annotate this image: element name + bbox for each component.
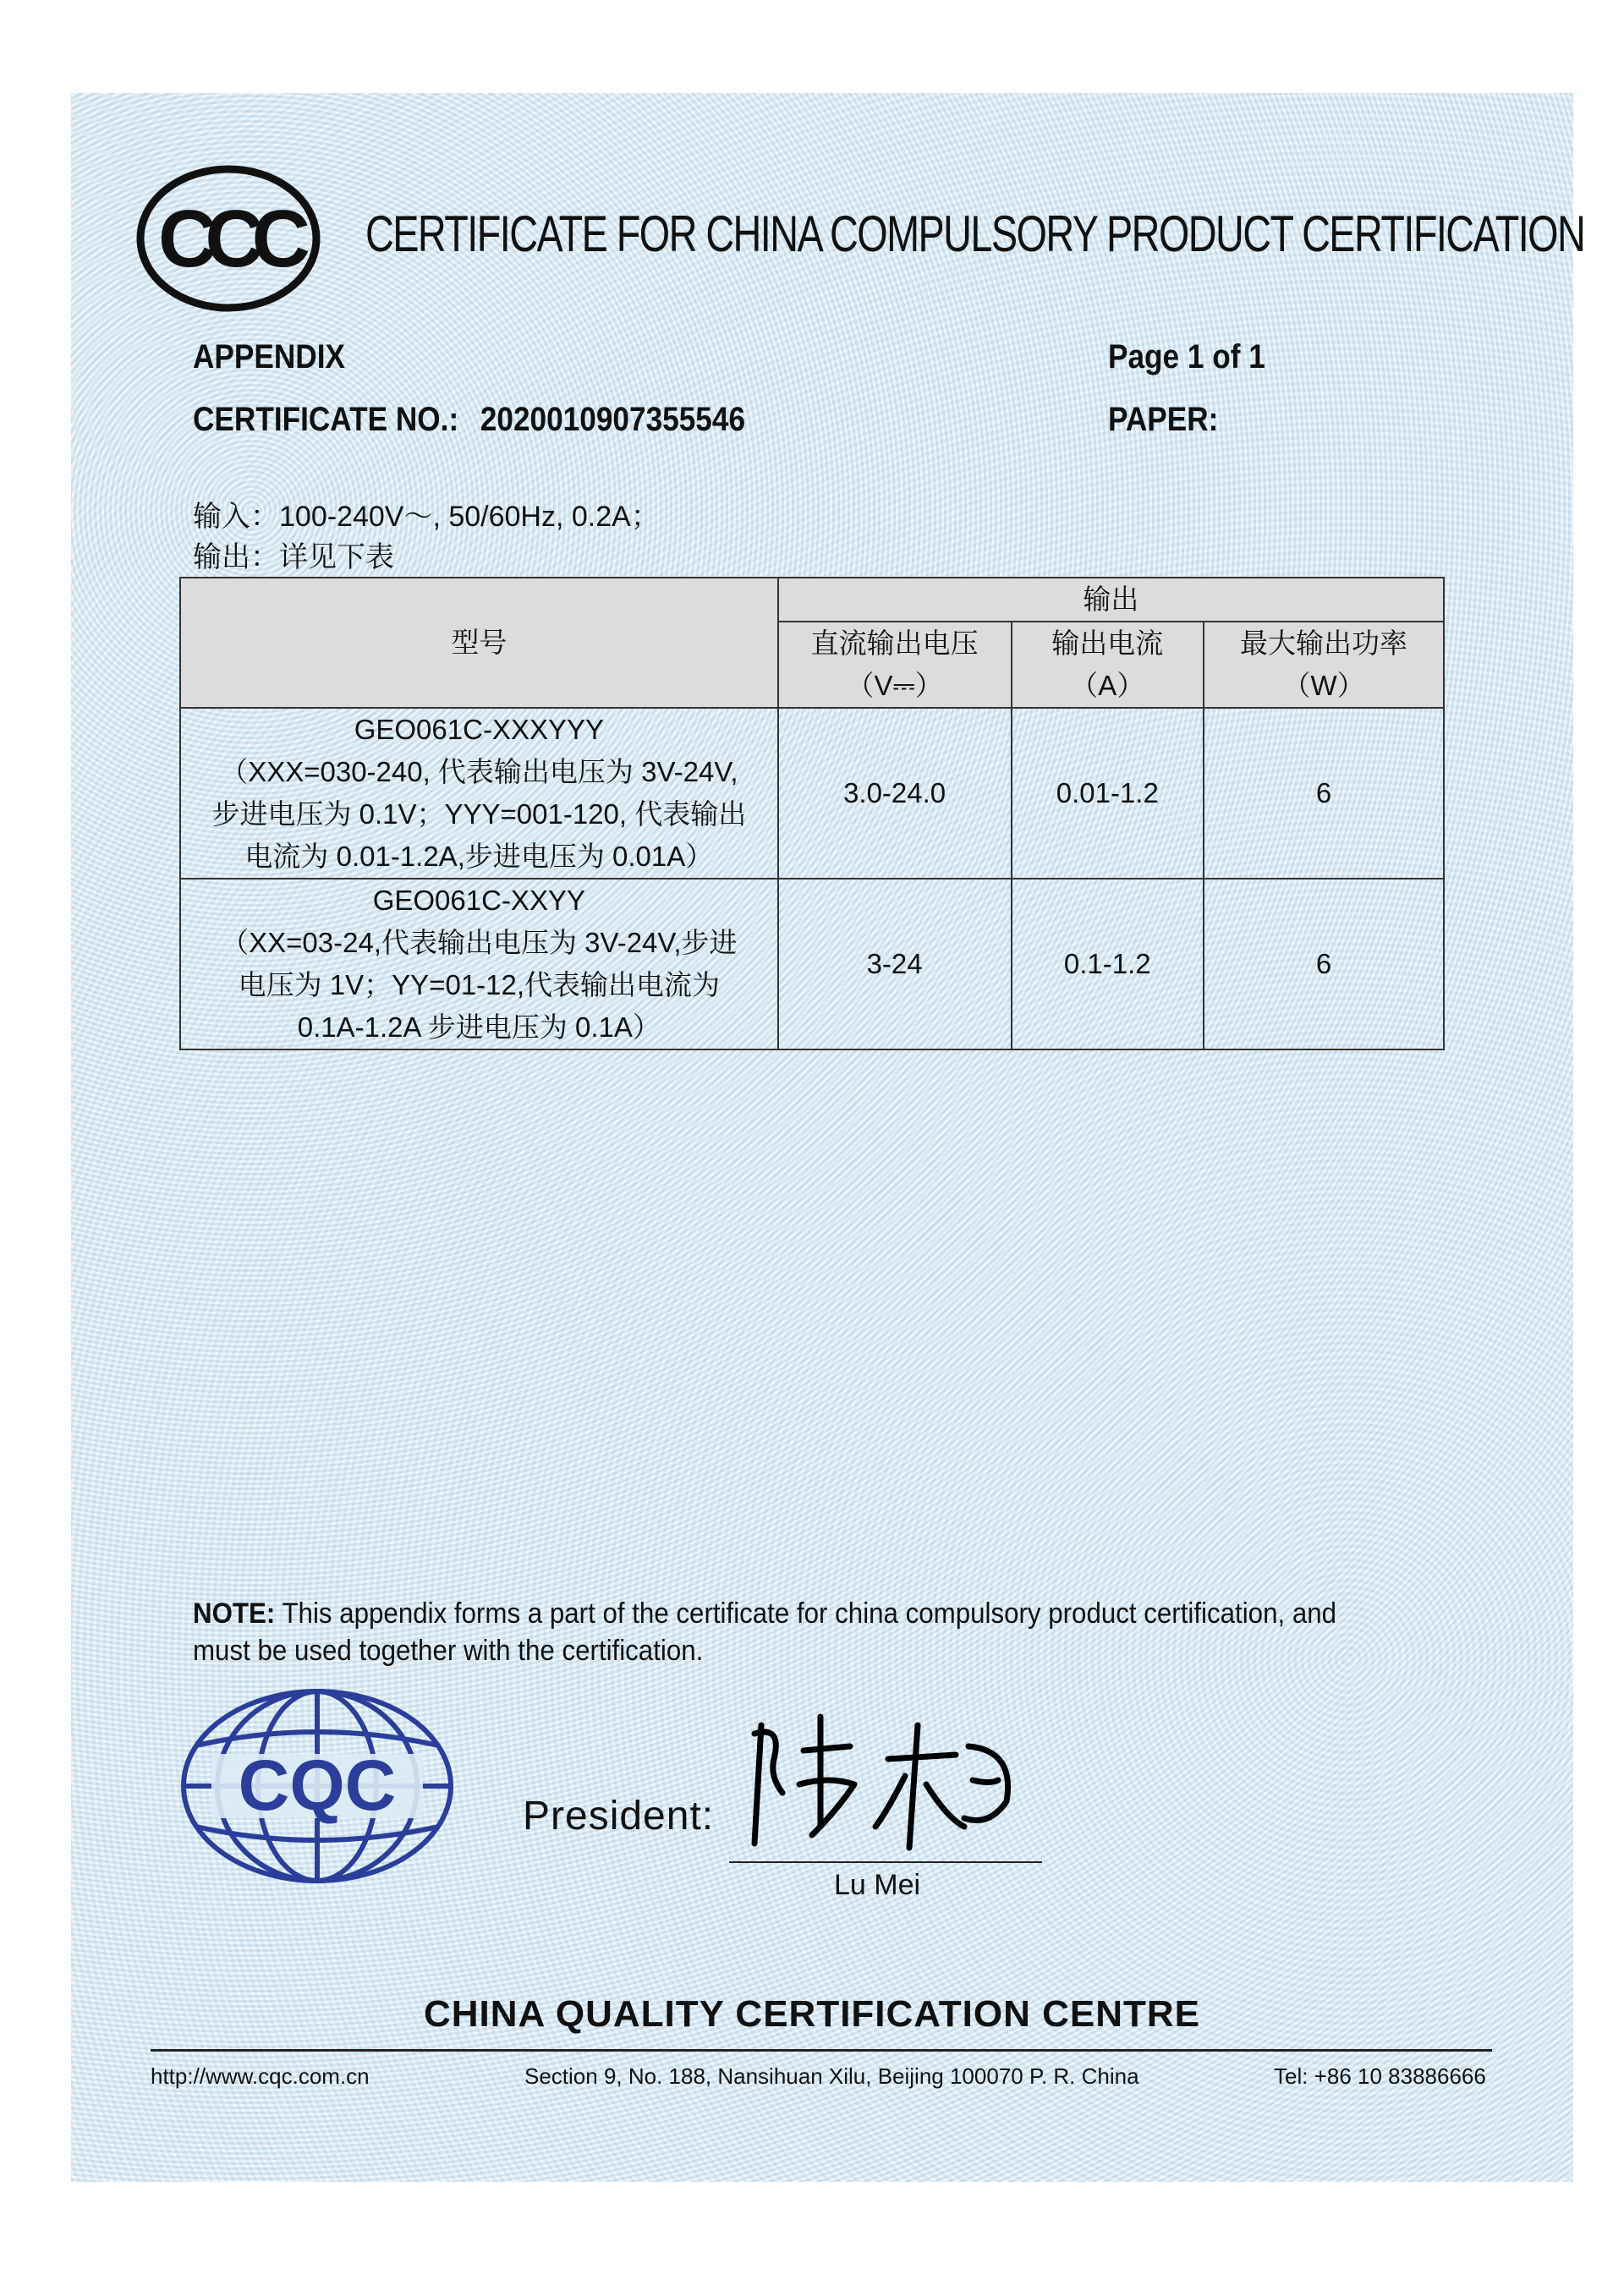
- output-spec: 输出：详见下表: [193, 541, 394, 573]
- president-label: President:: [523, 1794, 715, 1838]
- svg-text:CQC: CQC: [238, 1745, 397, 1825]
- voltage-cell: 3.0-24.0: [778, 708, 1012, 879]
- model-desc: 步进电压为 0.1V；YYY=001-120, 代表输出: [211, 798, 747, 830]
- header-voltage-label: 直流输出电压: [810, 627, 979, 659]
- signature-line: [729, 1861, 1042, 1863]
- power-cell: 6: [1204, 708, 1444, 879]
- footer-divider: [151, 2049, 1492, 2052]
- spec-table: [179, 577, 1445, 1050]
- certificate-number: 2020010907355546: [480, 401, 746, 438]
- cqc-logo: [178, 1685, 457, 1888]
- model-desc: 电流为 0.01-1.2A,步进电压为 0.01A）: [244, 841, 714, 872]
- header-power: [1204, 622, 1444, 708]
- current-cell: 0.1-1.2: [1012, 879, 1204, 1049]
- certificate-title: CERTIFICATE FOR CHINA COMPULSORY PRODUCT CERTIFICATION: [365, 205, 1585, 262]
- note-text: This appendix forms a part of the certificate for china compulsory product certification, and must be used together with the certification.: [193, 1597, 1337, 1667]
- president-name: Lu Mei: [834, 1869, 921, 1901]
- footer-tel: Tel: +86 10 83886666: [1274, 2063, 1486, 2089]
- appendix-label: APPENDIX: [193, 338, 345, 375]
- model-desc: （XX=03-24,代表输出电压为 3V-24V,步进: [221, 927, 738, 958]
- certificate-number-label: CERTIFICATE NO.:: [193, 401, 459, 438]
- table-row: [180, 708, 1444, 879]
- model-name: GEO061C-XXXYYY: [354, 714, 604, 745]
- voltage-cell: 3-24: [778, 879, 1012, 1049]
- header-model: 型号: [180, 578, 778, 708]
- svg-text:CCC: CCC: [158, 194, 299, 284]
- page-indicator: Page 1 of 1: [1108, 338, 1265, 375]
- issuing-centre: CHINA QUALITY CERTIFICATION CENTRE: [423, 1993, 1201, 2035]
- model-cell: [180, 708, 778, 879]
- header-voltage-unit: （V⎓）: [846, 670, 943, 701]
- power-cell: 6: [1204, 879, 1444, 1049]
- certificate-number-row: [193, 401, 745, 439]
- table-row: [180, 879, 1444, 1049]
- footer-website: http://www.cqc.com.cn: [151, 2063, 370, 2089]
- model-desc: 0.1A-1.2A 步进电压为 0.1A）: [297, 1011, 661, 1043]
- header-voltage: [778, 622, 1012, 708]
- current-cell: 0.01-1.2: [1012, 708, 1204, 879]
- header-power-label: 最大输出功率: [1240, 627, 1408, 659]
- header-power-unit: （W）: [1282, 670, 1365, 701]
- president-signature: [736, 1700, 1023, 1860]
- model-desc: （XXX=030-240, 代表输出电压为 3V-24V,: [220, 756, 738, 787]
- header-current: [1012, 622, 1204, 708]
- footer-address: Section 9, No. 188, Nansihuan Xilu, Beijing 100070 P. R. China: [524, 2063, 1139, 2089]
- header-current-unit: （A）: [1070, 670, 1145, 701]
- paper-label: PAPER:: [1108, 401, 1219, 438]
- model-desc: 电压为 1V；YY=01-12,代表输出电流为: [238, 969, 721, 1000]
- model-cell: [180, 879, 778, 1049]
- input-spec: 输入：100-240V～, 50/60Hz, 0.2A；: [193, 501, 660, 533]
- ccc-logo: [135, 165, 321, 313]
- model-name: GEO061C-XXYY: [372, 885, 585, 916]
- note: [193, 1595, 1345, 1669]
- header-output-group: 输出: [778, 578, 1444, 622]
- header-current-label: 输出电流: [1051, 627, 1164, 659]
- note-label: NOTE:: [193, 1597, 276, 1630]
